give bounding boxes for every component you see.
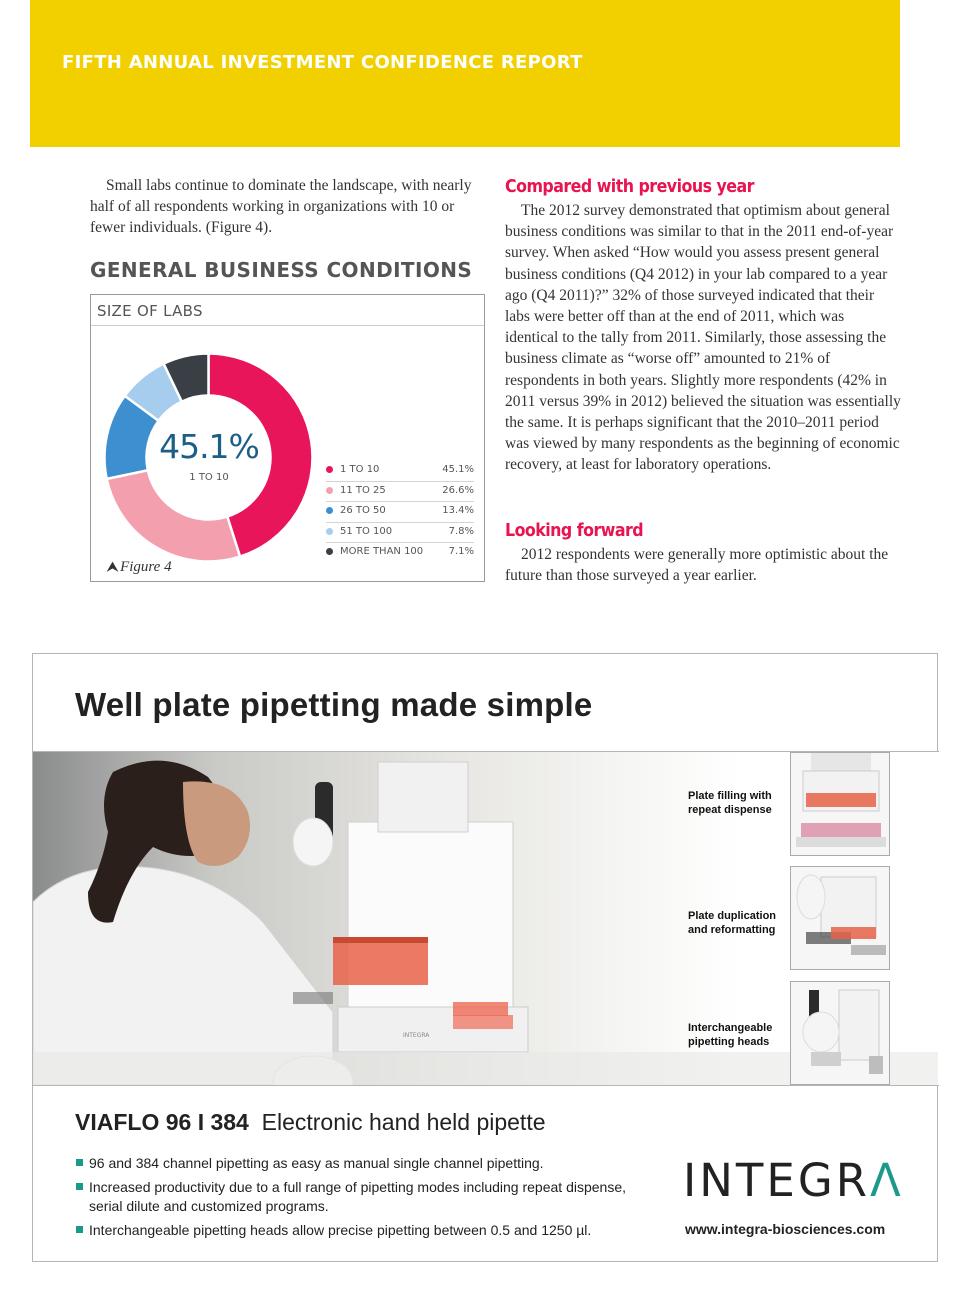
website-link[interactable]: www.integra-biosciences.com	[685, 1221, 886, 1237]
feature-text: Interchangeable pipetting heads allow precise pipetting between 0.5 and 1250 µl.	[89, 1221, 592, 1238]
legend-dot-icon	[326, 466, 333, 473]
product-description: Electronic hand held pipette	[261, 1109, 546, 1135]
section-title: GENERAL BUSINESS CONDITIONS	[90, 258, 473, 282]
heading-compared: Compared with previous year	[505, 176, 754, 197]
legend-value: 13.4%	[442, 505, 474, 516]
thumbnail-plate-filling	[790, 752, 890, 856]
figure-box	[90, 294, 485, 582]
bullet-square-icon	[76, 1226, 83, 1233]
feature-text: 96 and 384 channel pipetting as easy as manual single channel pipetting.	[89, 1155, 544, 1171]
legend-row	[326, 461, 474, 482]
thumbnail-pipetting-heads	[790, 981, 890, 1085]
thumbnail-plate-duplication	[790, 866, 890, 970]
figure-subtitle: SIZE OF LABS	[97, 302, 203, 320]
feature-item	[75, 1154, 645, 1172]
legend-dot-icon	[326, 528, 333, 535]
svg-text:INTEGRA: INTEGRA	[403, 1032, 430, 1039]
ad-headline: Well plate pipetting made simple	[75, 686, 593, 723]
feature-item	[75, 1221, 645, 1239]
looking-forward-paragraph: 2012 respondents were generally more optimistic about the future than those surveyed a year earlier.	[505, 546, 889, 585]
bullet-square-icon	[76, 1183, 83, 1190]
legend-row	[326, 502, 474, 523]
legend-value: 7.1%	[448, 546, 474, 557]
legend-label: MORE THAN 100	[340, 546, 424, 557]
pipetting-heads-illustration	[791, 982, 890, 1085]
chart-legend	[326, 461, 474, 563]
figure-caption-text: Figure 4	[120, 559, 172, 575]
heading-looking-forward: Looking forward	[505, 520, 644, 541]
plate-duplication-illustration	[791, 867, 890, 970]
donut-center-label: 1 TO 10	[189, 472, 229, 483]
caption-pipetting-heads: Interchangeable pipetting heads	[688, 1022, 773, 1048]
legend-dot-icon	[326, 487, 333, 494]
intro-paragraph: Small labs continue to dominate the landscape, with nearly half of all respondents working in organizations with 10 or fewer individuals. (Figure 4).	[90, 177, 472, 236]
legend-dot-icon	[326, 507, 333, 514]
figure-header	[91, 295, 484, 326]
legend-value: 7.8%	[448, 525, 474, 537]
legend-row	[326, 543, 474, 563]
legend-label: 26 TO 50	[340, 505, 386, 516]
legend-label: 51 TO 100	[340, 525, 393, 537]
advertisement	[32, 653, 938, 1262]
report-title: FIFTH ANNUAL INVESTMENT CONFIDENCE REPORT	[62, 52, 583, 73]
legend-dot-icon	[326, 548, 333, 555]
bullet-square-icon	[76, 1159, 83, 1166]
donut-slice-2	[107, 470, 240, 561]
legend-row	[326, 482, 474, 503]
plate-filling-illustration	[791, 753, 890, 856]
caption-plate-filling: Plate filling with repeat dispense	[688, 790, 772, 816]
compared-paragraph: The 2012 survey demonstrated that optimism about general business conditions was similar to that in the 2011 end-of-year survey. When asked “How would you assess present general business conditions (Q4 2012) in your lab compared to a year ago (Q4 2011)?” 32% of those surveyed indicated that their labs were better off than at the end of 2011, which was identical to the tally from 2011. Similarly, those assessing the business climate as “worse off” amounted to 21% of respondents in both years. Slightly more respondents (42% in 2011 versus 39% in 2012) believed the situation was essentially the same. It is perhaps significant that the 2010–2011 period was viewed by many respondents as the beginning of economic recovery, at least for laboratory operations.	[505, 202, 901, 474]
product-title	[75, 1109, 546, 1136]
feature-list	[75, 1154, 645, 1245]
legend-value: 45.1%	[442, 464, 474, 475]
integra-logo	[683, 1154, 904, 1207]
product-name: VIAFLO 96 I 384	[75, 1109, 249, 1135]
caption-plate-duplication: Plate duplication and reformatting	[688, 910, 777, 936]
figure-caption	[107, 559, 172, 576]
logo-accent-letter: Λ	[870, 1154, 904, 1207]
feature-item	[75, 1178, 645, 1215]
logo-main-text: INTEGR	[683, 1154, 870, 1207]
feature-text: Increased productivity due to a full range of pipetting modes including repeat dispense, serial dilute and customized programs.	[89, 1179, 627, 1214]
legend-label: 1 TO 10	[340, 464, 380, 475]
caption-arrow-icon: ⮝	[107, 560, 119, 575]
legend-value: 26.6%	[442, 484, 474, 496]
ad-photo-bottom-border	[33, 1085, 939, 1086]
header-banner	[30, 0, 900, 147]
legend-row	[326, 523, 474, 544]
legend-label: 11 TO 25	[340, 484, 386, 496]
donut-center-value: 45.1%	[159, 427, 259, 466]
